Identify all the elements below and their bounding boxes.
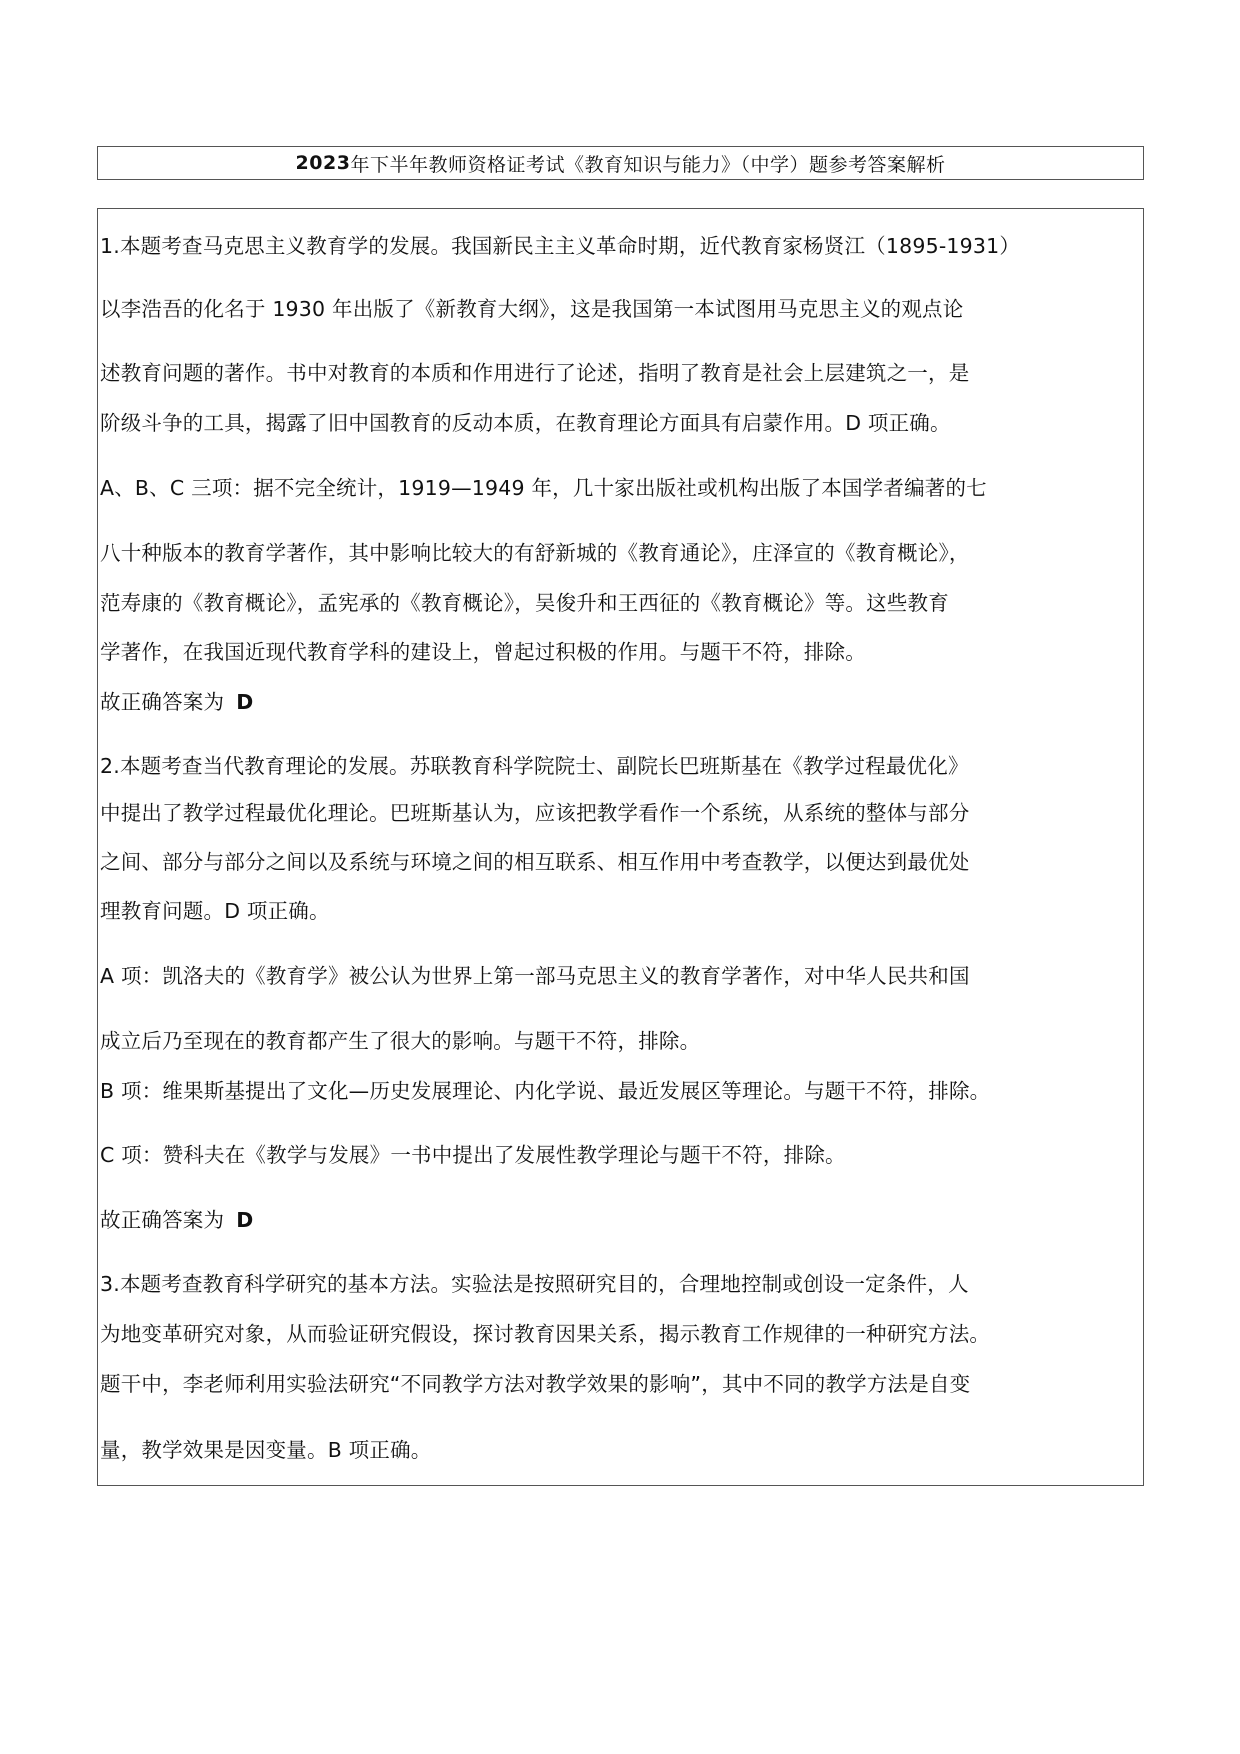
document-title [97,146,1144,180]
q2-line-4: 理教育问题。D 项正确。 [100,899,330,923]
q2-answer-prefix: 故正确答案为 [100,1208,225,1232]
q1-line-5: A、B、C 三项：据不完全统计，1919—1949 年，几十家出版社或机构出版了本国学者编著的七 [100,476,987,500]
q1-answer-prefix: 故正确答案为 [100,690,225,714]
q2-line-6: 成立后乃至现在的教育都产生了很大的影响。与题干不符，排除。 [100,1029,701,1053]
q1-answer-letter: D [236,690,254,714]
q1-line-4: 阶级斗争的工具，揭露了旧中国教育的反动本质，在教育理论方面具有启蒙作用。D 项正确。 [100,411,951,435]
q1-answer [100,688,253,716]
q3-line-1: 3.本题考查教育科学研究的基本方法。实验法是按照研究目的，合理地控制或创设一定条件，人 [100,1272,969,1296]
q1-line-6: 八十种版本的教育学著作，其中影响比较大的有舒新城的《教育通论》，庄泽宣的《教育概论》， [100,541,970,565]
title-year: 2023 [295,152,351,174]
q1-line-7: 范寿康的《教育概论》，孟宪承的《教育概论》，吴俊升和王西征的《教育概论》等。这些教育 [100,591,949,615]
q3-line-2: 为地变革研究对象，从而验证研究假设，探讨教育因果关系，揭示教育工作规律的一种研究方法。 [100,1322,991,1346]
q1-line-1: 1.本题考查马克思主义教育学的发展。我国新民主主义革命时期，近代教育家杨贤江（1895-1931） [100,234,1021,258]
q1-line-2: 以李浩吾的化名于 1930 年出版了《新教育大纲》，这是我国第一本试图用马克思主义的观点论 [100,297,964,321]
q2-line-1: 2.本题考查当代教育理论的发展。苏联教育科学院院士、副院长巴班斯基在《教学过程最优化》 [100,754,969,778]
q2-answer-letter: D [236,1208,254,1232]
q2-answer [100,1206,253,1234]
q3-line-4: 量，教学效果是因变量。B 项正确。 [100,1438,432,1462]
q2-line-5: A 项：凯洛夫的《教育学》被公认为世界上第一部马克思主义的教育学著作，对中华人民共和国 [100,964,970,988]
title-text: 年下半年教师资格证考试《教育知识与能力》（中学）题参考答案解析 [350,153,946,176]
q2-line-3: 之间、部分与部分之间以及系统与环境之间的相互联系、相互作用中考查教学，以便达到最优处 [100,850,970,874]
q1-line-8: 学著作，在我国近现代教育学科的建设上，曾起过积极的作用。与题干不符，排除。 [100,640,866,664]
q2-line-2: 中提出了教学过程最优化理论。巴班斯基认为，应该把教学看作一个系统，从系统的整体与部分 [100,801,970,825]
q2-line-7: B 项：维果斯基提出了文化—历史发展理论、内化学说、最近发展区等理论。与题干不符，排除。 [100,1079,991,1103]
q2-line-8: C 项：赞科夫在《教学与发展》一书中提出了发展性教学理论与题干不符，排除。 [100,1143,846,1167]
q3-line-3: 题干中，李老师利用实验法研究“不同教学方法对教学效果的影响”，其中不同的教学方法是自变 [100,1372,971,1396]
q1-line-3: 述教育问题的著作。书中对教育的本质和作用进行了论述，指明了教育是社会上层建筑之一，是 [100,361,970,385]
